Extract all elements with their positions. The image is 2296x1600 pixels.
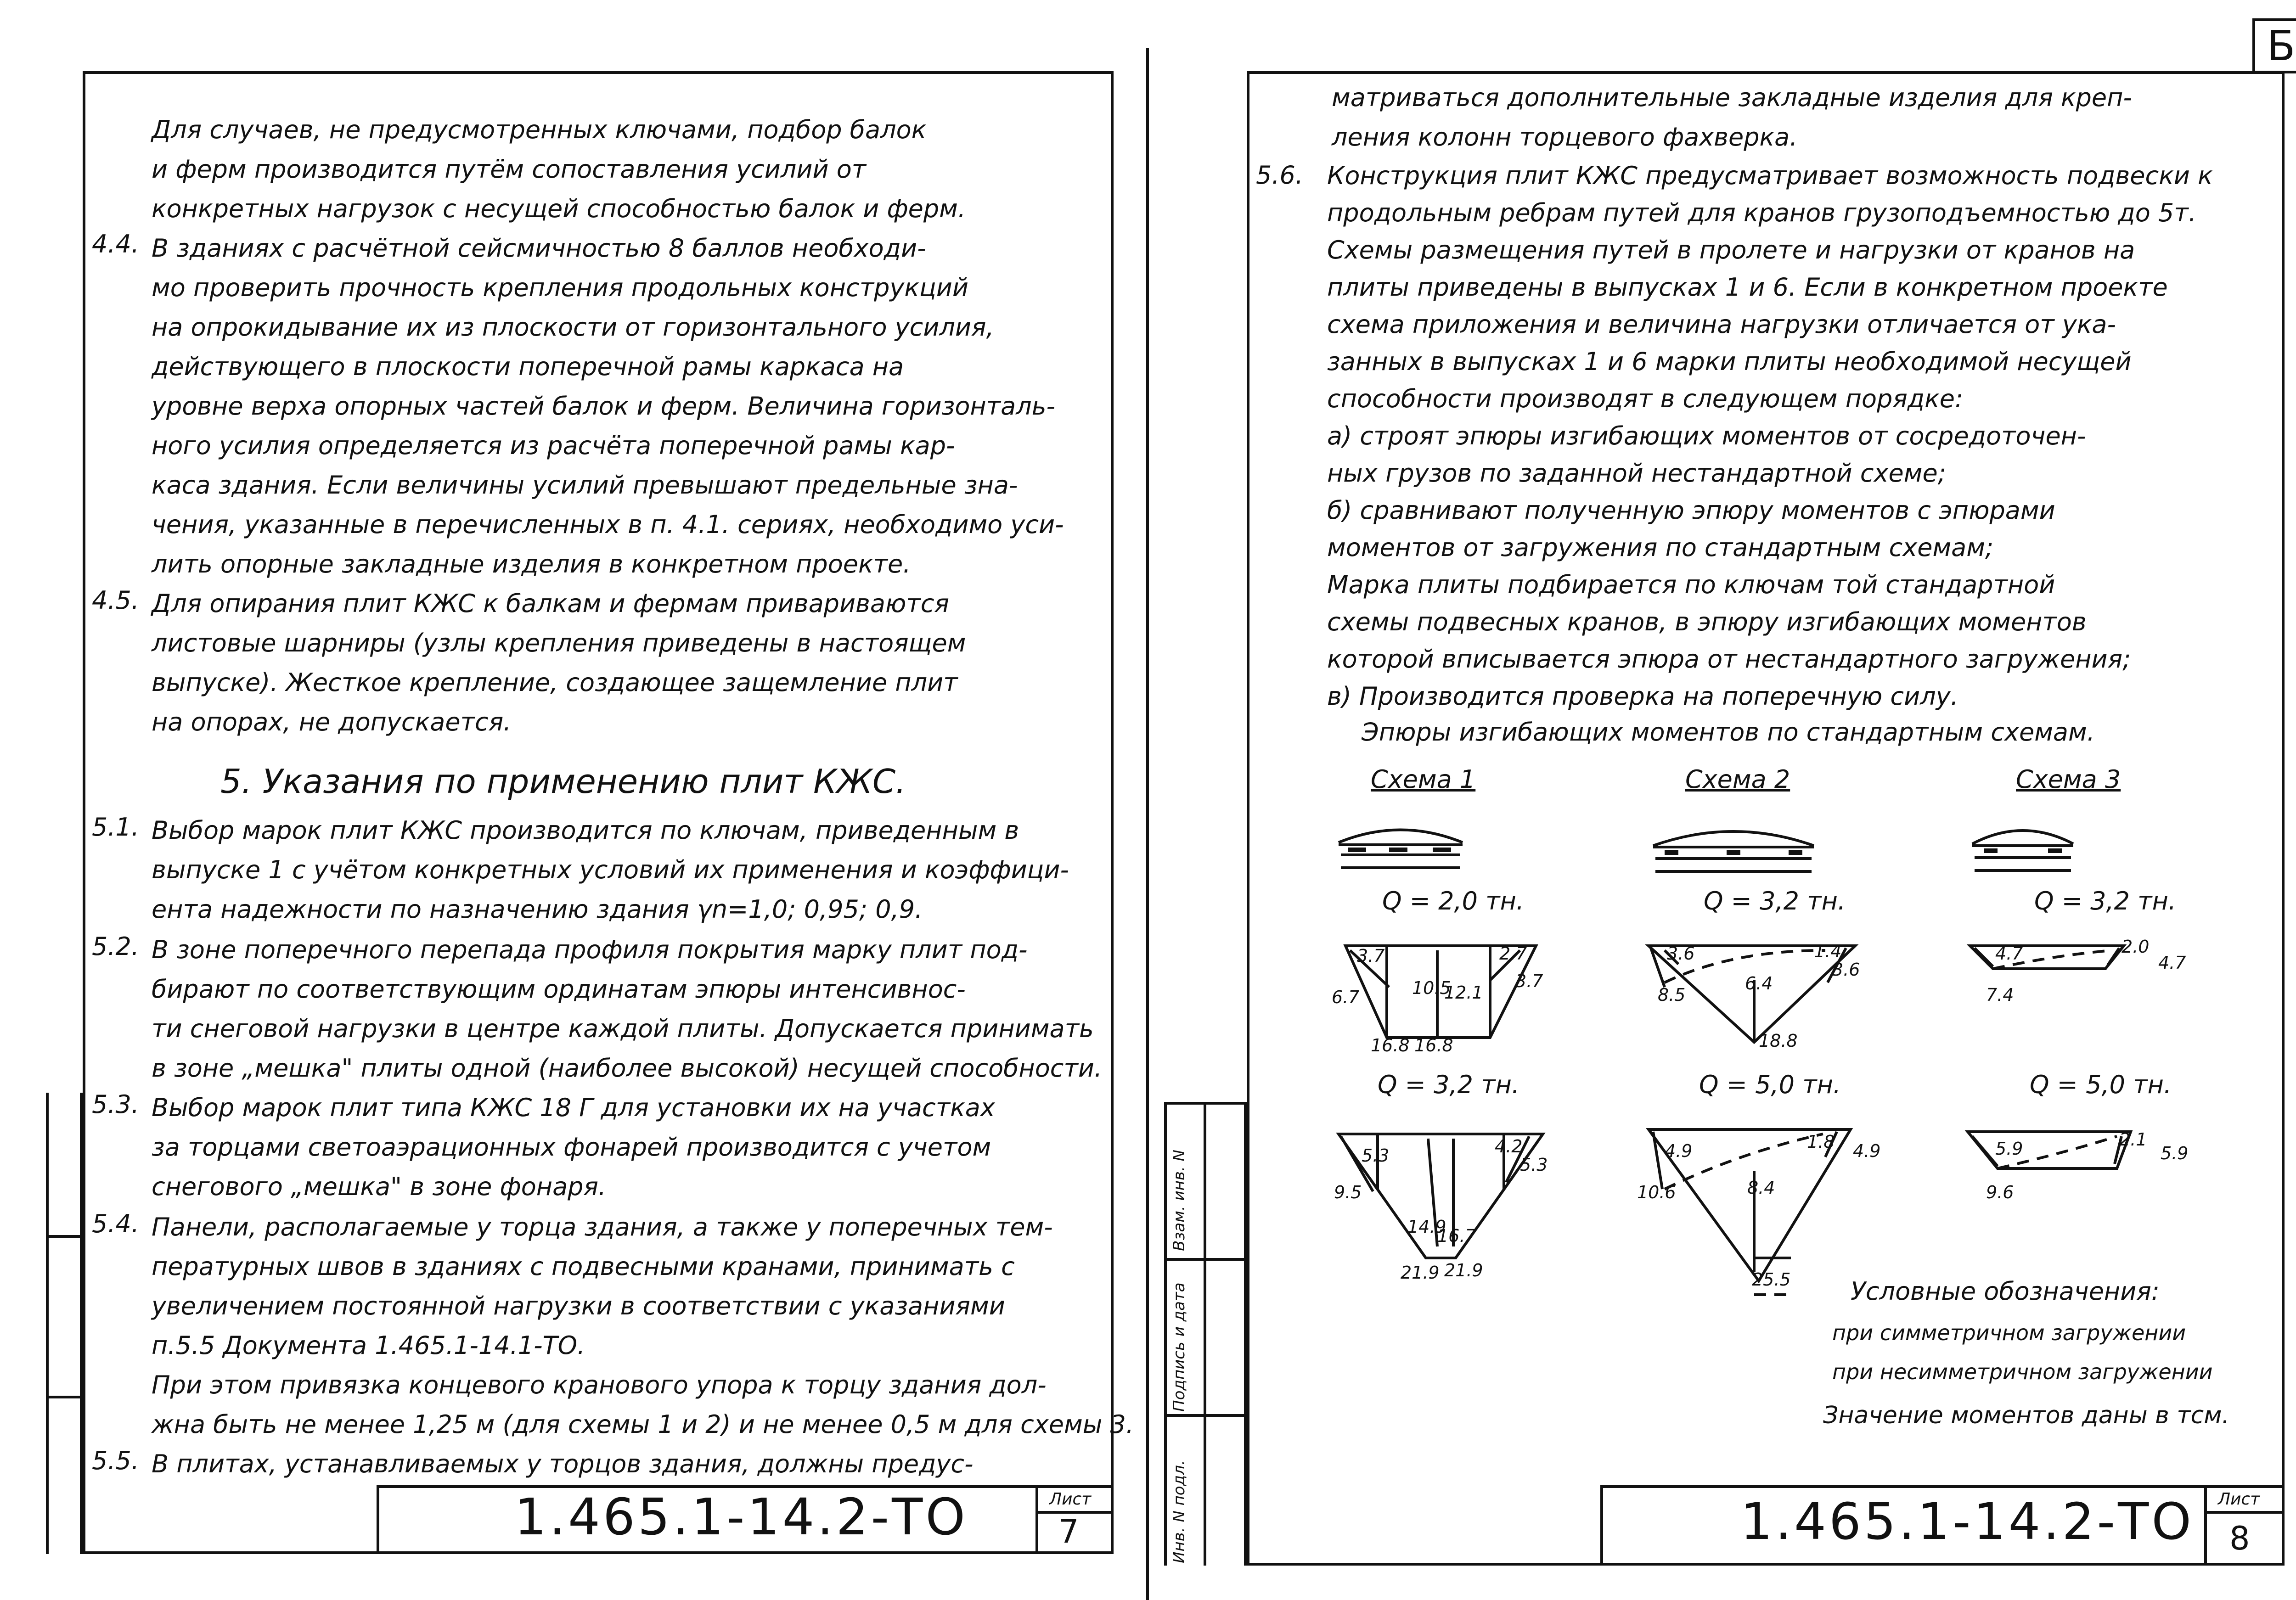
scheme-3-title: Схема 3 (2016, 765, 2121, 794)
p44-number: 4.4. (92, 230, 140, 258)
s1-bottom-val: 5.3 (1362, 1145, 1390, 1166)
p53-number: 5.3. (92, 1090, 140, 1119)
scheme-1-title: Схема 1 (1371, 765, 1476, 794)
p44-paragraph: В зданиях с расчётной сейсмичностью 8 баллов необходи- мо проверить прочность крепления продольных конструкций на опрокидывание их из плоскости от горизонтального усилия, действующего в плоскости поперечной рамы каркаса на уровне верха опорных частей балок и ферм. Величина горизонталь- ного усилия определяется из расчёта поперечной рамы кар- каса здания. Если величины усилий превышают предельные зна- чения, указанные в перечисленных в п. 4.1. сериях, необходимо уси- лить опорные закладные изделия в конкретном проекте. (152, 234, 1064, 578)
s3-bottom-val: 5.9 (2161, 1143, 2189, 1163)
s3-top-val: 4.7 (2158, 953, 2186, 973)
s2-bottom-val: 10.6 (1637, 1182, 1676, 1202)
s3-bottom-val: 5.9 (1995, 1139, 2023, 1159)
spine-line (1146, 48, 1149, 1600)
p45-number: 4.5. (92, 586, 140, 615)
s2-top-val: 3.6 (1667, 943, 1695, 964)
s3-top-val: 2.0 (2122, 937, 2150, 957)
p56-paragraph: Конструкция плит КЖС предусматривает возможность подвески к продольным ребрам путей для кранов грузоподъемностью до 5т. Схемы размещения путей в пролете и нагрузки от кранов на плиты приведены в выпусках 1 и 6. Если в конкретном проекте схема приложения и величина нагрузки отличается от ука- занных в выпусках 1 и 6 марки плиты необходимой несущей способности производят в следующем порядке: а) строят эпюры изгибающих моментов от сосредоточен- ных грузов по заданной нестандартной схеме; б) сравнивают полученную эпюру моментов с эпюрами моментов от загружения по стандартным схемам; Марка плиты подбирается по ключам той стандартной схемы подвесных кранов, в эпюру изгибающих моментов которой вписывается эпюра от нестандартного загружения; в) Производится проверка на поперечную силу. (1327, 161, 2213, 711)
p52-paragraph: В зоне поперечного перепада профиля покрытия марку плит под- бирают по соответствующим ординатам эпюры интенсивнос- ти снеговой нагрузки в центре каждой плиты. Допускается принимать в зоне „мешка" плиты одной (наиболее высокой) несущей способности. (152, 935, 1103, 1083)
moment-diagrams (1249, 748, 2282, 1299)
section-5-title: 5. Указания по применению плит КЖС. (220, 762, 906, 801)
s3-bottom-val: 2.1 (2119, 1129, 2147, 1150)
legend-solid-label: при симметричном загружении (1832, 1320, 2186, 1345)
s1-bottom-val: 16.7 (1437, 1226, 1476, 1246)
scheme-3-q-top: Q = 3,2 тн. (2034, 887, 2177, 915)
left-doc-code: 1.465.1-14.2-ТО (514, 1488, 968, 1546)
s2-bottom-val: 4.9 (1665, 1141, 1693, 1161)
s2-bottom-val: 8.4 (1747, 1178, 1775, 1198)
s1-bottom-val: 9.5 (1334, 1182, 1362, 1202)
p55-continuation: матриваться дополнительные закладные изделия для креп- ления колонн торцевого фахверка. (1332, 83, 2132, 152)
s1-top-val: 3.7 (1515, 971, 1543, 991)
p51-number: 5.1. (92, 813, 140, 842)
side-label-signature: Подпись и дата (1170, 1282, 1188, 1412)
right-sheet-number: 8 (2229, 1520, 2250, 1557)
scheme-2-q-bottom: Q = 5,0 тн. (1699, 1070, 1841, 1099)
corner-mark: Б (2267, 22, 2296, 70)
p52-number: 5.2. (92, 932, 140, 961)
s2-bottom-val: 25.5 (1752, 1269, 1791, 1290)
s2-top-val: 18.8 (1759, 1031, 1798, 1051)
scheme-2-title: Схема 2 (1685, 765, 1790, 794)
p55-paragraph: В плитах, устанавливаемых у торцов здания, должны предус- (152, 1449, 974, 1478)
p54-number: 5.4. (92, 1209, 140, 1238)
legend-note: Значение моментов даны в тсм. (1823, 1402, 2229, 1429)
legend-dashed-label: при несимметричном загружении (1832, 1359, 2213, 1384)
s2-top-val: 8.5 (1658, 985, 1686, 1005)
right-sheet-label: Лист (2218, 1490, 2260, 1509)
s3-top-val: 7.4 (1986, 985, 2014, 1005)
s1-top-val: 10.5 (1412, 978, 1451, 998)
s1-bottom-val: 4.2 (1495, 1136, 1523, 1156)
s2-bottom-val: 4.9 (1853, 1141, 1881, 1161)
p54-paragraph: Панели, располагаемые у торца здания, а также у поперечных тем- пературных швов в зданиях с подвесными кранами, принимать с увеличением постоянной нагрузки в соответствии с указаниями п.5.5 Документа 1.465.1-14.1-ТО. При этом привязка концевого кранового упора к торцу здания дол- жна быть не менее 1,25 м (для схемы 1 и 2) и не менее 0,5 м для схемы 3. (152, 1213, 1134, 1439)
p45-paragraph: Для опирания плит КЖС к балкам и фермам привариваются листовые шарниры (узлы крепления приведены в настоящем выпуске). Жесткое крепление, создающее защемление плит на опорах, не допускается. (152, 589, 966, 736)
side-label-inv: Инв. N подл. (1170, 1460, 1188, 1563)
s3-bottom-val: 9.6 (1986, 1182, 2014, 1202)
scheme-1-q-top: Q = 2,0 тн. (1382, 887, 1525, 915)
s1-top-val: 3.7 (1357, 946, 1385, 966)
scheme-2-q-top: Q = 3,2 тн. (1704, 887, 1846, 915)
s2-bottom-val: 1.8 (1807, 1132, 1835, 1152)
diagrams-title: Эпюры изгибающих моментов по стандартным схемам. (1362, 718, 2095, 747)
s1-bottom-val: 21.9 (1444, 1260, 1483, 1280)
p55-number: 5.5. (92, 1446, 140, 1475)
side-label-vzam: Взам. инв. N (1170, 1150, 1188, 1251)
left-intro-paragraph: Для случаев, не предусмотренных ключами, подбор балок и ферм производится путём сопоставления усилий от конкретных нагрузок с несущей способностью балок и ферм. (152, 115, 966, 223)
left-sheet-number: 7 (1058, 1513, 1079, 1550)
p51-paragraph: Выбор марок плит КЖС производится по ключам, приведенным в выпуске 1 с учётом конкретных условий их применения и коэффици- ента надежности по назначению здания γn=1,0; 0,95; 0,9. (152, 816, 1069, 924)
s1-top-val: 6.7 (1332, 987, 1360, 1007)
s2-top-val: 6.4 (1745, 973, 1773, 994)
corner-mark-box (2252, 18, 2296, 73)
s1-bottom-val: 21.9 (1401, 1263, 1440, 1283)
p56-number: 5.6. (1256, 161, 1304, 190)
left-sheet-label: Лист (1049, 1490, 1092, 1509)
p53-paragraph: Выбор марок плит типа КЖС 18 Г для установки их на участках за торцами светоаэрационных фонарей производится с учетом снегового „мешка" в зоне фонаря. (152, 1093, 995, 1201)
s2-top-val: 1.4 (1814, 941, 1842, 961)
s1-top-val: 16.8 (1371, 1035, 1410, 1055)
scheme-3-q-bottom: Q = 5,0 тн. (2030, 1070, 2172, 1099)
s3-top-val: 4.7 (1995, 943, 2023, 964)
s1-top-val: 16.8 (1414, 1035, 1453, 1055)
s1-top-val: 12.1 (1444, 982, 1483, 1003)
s1-bottom-val: 14.9 (1407, 1217, 1446, 1237)
right-doc-code: 1.465.1-14.2-ТО (1740, 1492, 2194, 1551)
s2-top-val: 3.6 (1832, 960, 1860, 980)
left-side-strip (46, 1093, 83, 1554)
s1-top-val: 2.7 (1499, 943, 1527, 964)
s1-bottom-val: 5.3 (1520, 1155, 1548, 1175)
scheme-1-q-bottom: Q = 3,2 тн. (1378, 1070, 1520, 1099)
legend-title: Условные обозначения: (1851, 1277, 2160, 1306)
